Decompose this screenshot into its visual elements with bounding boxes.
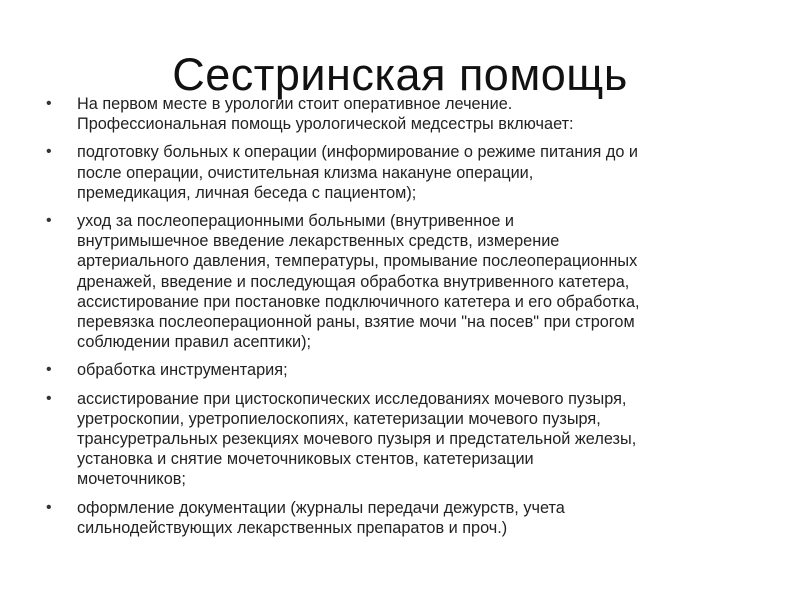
bullet-text-line: обработка инструментария; bbox=[77, 361, 288, 380]
slide-title: Сестринская помощь bbox=[172, 49, 628, 100]
bullet-text-line: ассистирование при постановке подключичного катетера и его обработка, bbox=[77, 292, 640, 311]
bullet-item bbox=[46, 389, 766, 490]
bullet-text-line: дренажей, введение и последующая обработка внутривенного катетера, bbox=[77, 272, 630, 291]
bullet-dot-icon: • bbox=[46, 361, 52, 379]
bullet-item bbox=[46, 360, 766, 380]
bullet-text-line: трансуретральных резекциях мочевого пузыря и предстательной железы, bbox=[77, 430, 637, 449]
bullet-text-line: установка и снятие мочеточниковых стентов, катетеризации bbox=[77, 450, 534, 469]
bullet-dot-icon: • bbox=[46, 389, 52, 407]
bullet-text-line: мочеточников; bbox=[77, 470, 186, 489]
bullet-dot-icon: • bbox=[46, 212, 52, 230]
bullet-item bbox=[46, 211, 766, 352]
bullet-text-line: перевязка послеоперационной раны, взятие мочи "на посев" при строгом bbox=[77, 313, 635, 332]
bullet-text-line: Профессиональная помощь урологической медсестры включает: bbox=[77, 115, 574, 134]
bullet-text-line: подготовку больных к операции (информирование о режиме питания до и bbox=[77, 143, 639, 162]
bullet-item bbox=[46, 94, 766, 134]
bullet-text-line: сильнодействующих лекарственных препаратов и проч.) bbox=[77, 518, 508, 537]
bullet-text-line: внутримышечное введение лекарственных средств, измерение bbox=[77, 232, 560, 251]
bullet-text-line: уход за послеоперационными больными (внутривенное и bbox=[77, 212, 514, 231]
bullet-text-line: оформление документации (журналы передачи дежурств, учета bbox=[77, 498, 565, 517]
bullet-text-line: соблюдении правил асептики); bbox=[77, 333, 312, 352]
bullet-text-line: артериального давления, температуры, промывание послеоперационных bbox=[77, 252, 638, 271]
bullet-text-line: На первом месте в урологии стоит оперативное лечение. bbox=[77, 95, 513, 113]
bullet-text-line: ассистирование при цистоскопических исследованиях мочевого пузыря, bbox=[77, 389, 627, 408]
bullet-item bbox=[46, 498, 766, 538]
bullet-dot-icon: • bbox=[46, 143, 52, 161]
bullet-text-line: премедикация, личная беседа с пациентом); bbox=[77, 183, 417, 202]
bullet-list bbox=[46, 94, 766, 546]
bullet-dot-icon: • bbox=[46, 498, 52, 516]
bullet-text-line: уретроскопии, уретропиелоскопиях, катетеризации мочевого пузыря, bbox=[77, 409, 601, 428]
bullet-text-line: после операции, очистительная клизма накануне операции, bbox=[77, 163, 534, 182]
bullet-item bbox=[46, 142, 766, 203]
bullet-dot-icon: • bbox=[46, 95, 52, 112]
